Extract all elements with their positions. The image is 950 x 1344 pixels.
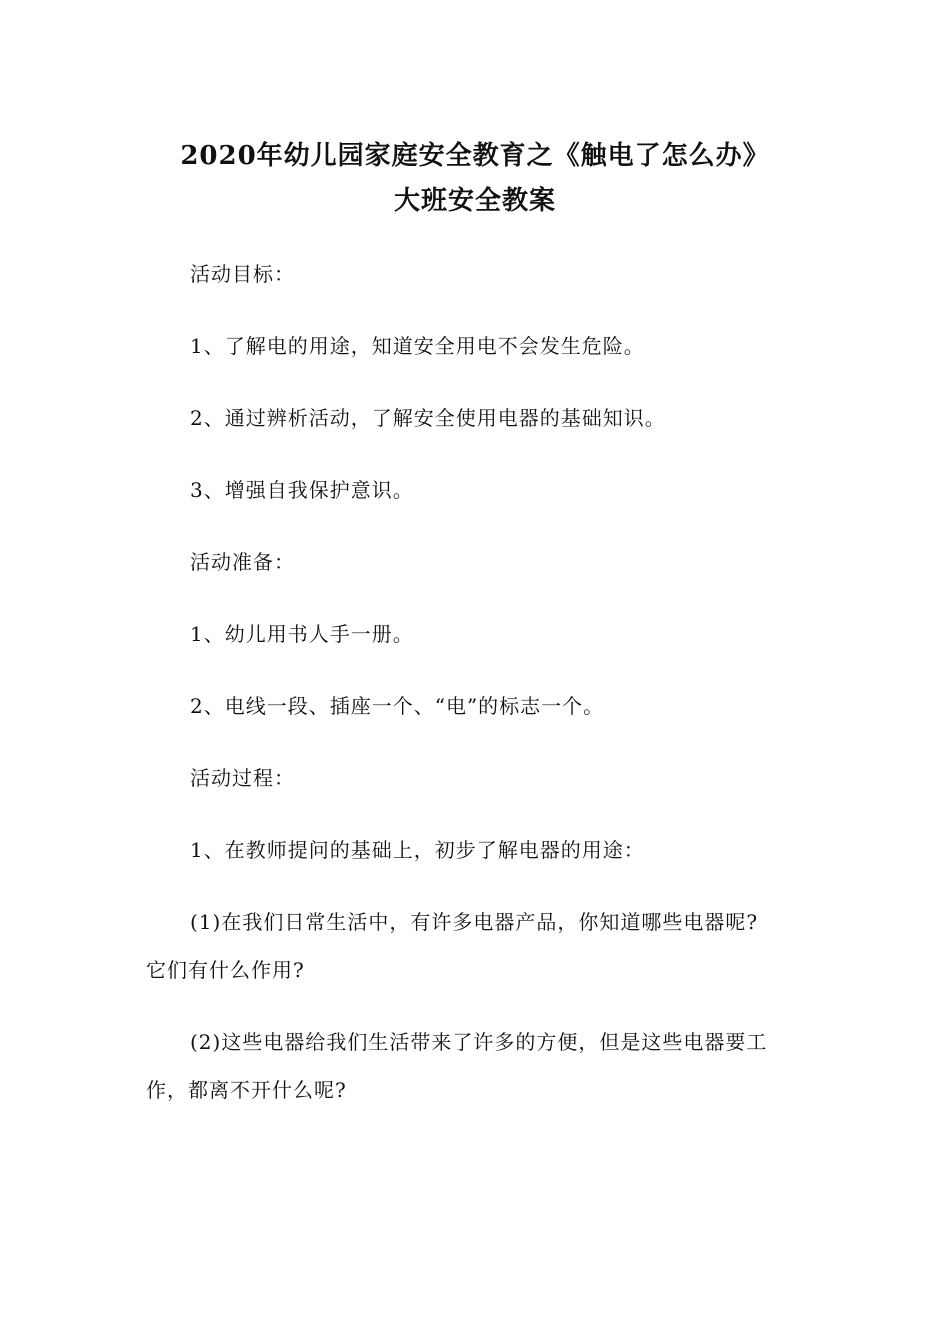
goal-item-2: 2、通过辨析活动，了解安全使用电器的基础知识。 [190,406,666,430]
question-2-line-1: (2)这些电器给我们生活带来了许多的方便，但是这些电器要工 [190,1030,768,1054]
section-heading-preparation: 活动准备： [190,550,295,574]
document-title-line-2: 大班安全教案 [393,186,556,216]
document-title-line-1: 2020年幼儿园家庭安全教育之《触电了怎么办》 [180,141,770,171]
goal-item-3: 3、增强自我保护意识。 [190,478,414,502]
question-2-line-2: 作，都离不开什么呢? [146,1078,347,1102]
preparation-item-1: 1、幼儿用书人手一册。 [190,622,414,646]
section-heading-process: 活动过程： [190,766,295,790]
process-step-1: 1、在教师提问的基础上，初步了解电器的用途： [190,838,645,862]
question-1-line-1: (1)在我们日常生活中，有许多电器产品，你知道哪些电器呢? [190,910,759,934]
section-heading-goals: 活动目标： [190,262,295,286]
question-1-line-2: 它们有什么作用? [146,958,305,982]
goal-item-1: 1、了解电的用途，知道安全用电不会发生危险。 [190,334,645,358]
preparation-item-2: 2、电线一段、插座一个、“电”的标志一个。 [190,694,605,718]
